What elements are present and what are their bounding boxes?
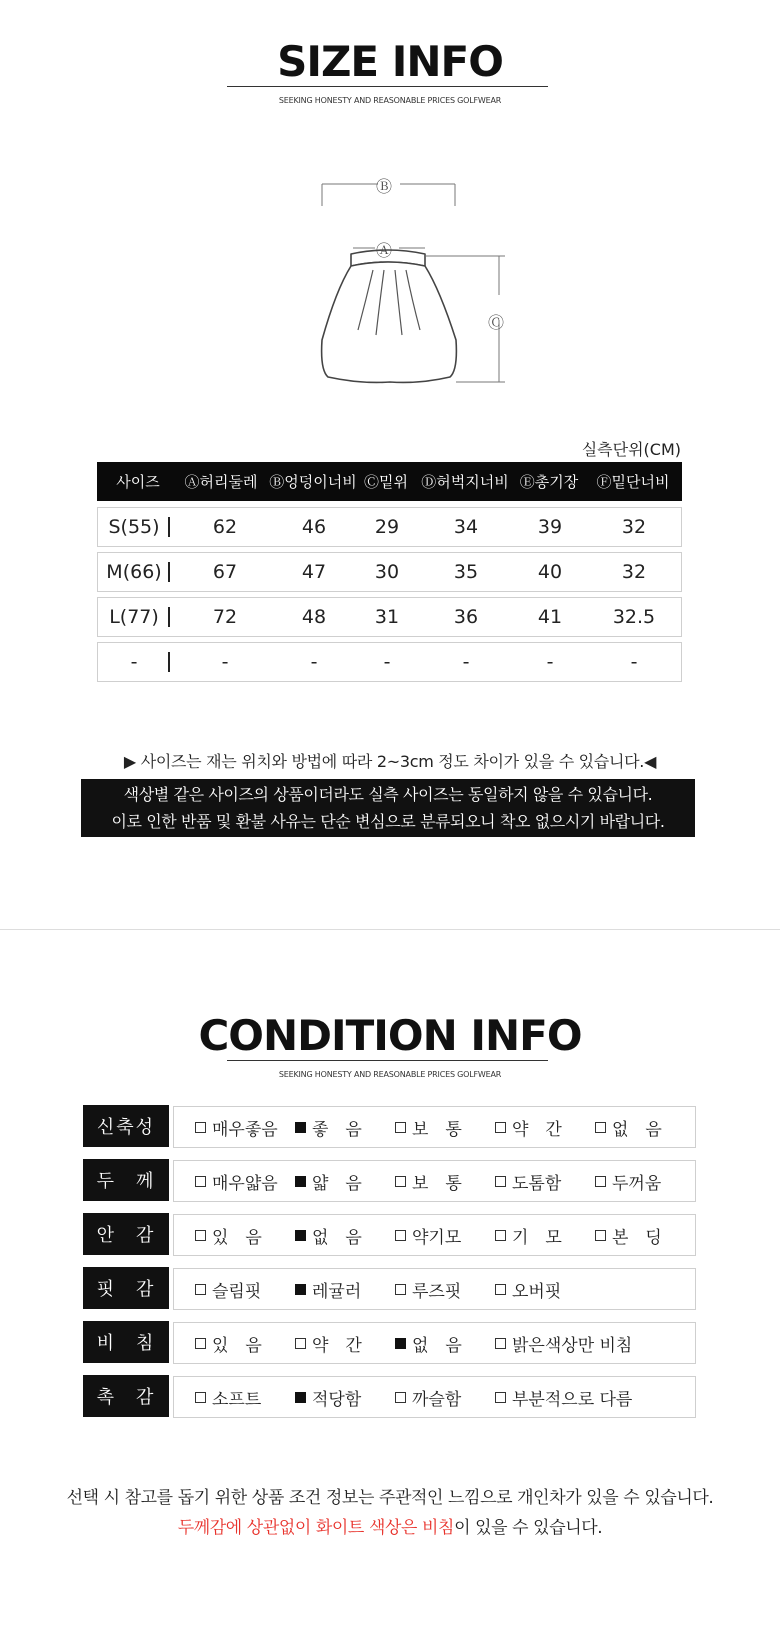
condition-option[interactable] [395,1215,461,1255]
condition-option[interactable] [495,1323,632,1363]
checkbox-icon[interactable] [195,1176,206,1187]
condition-info-subtitle: SEEKING HONESTY AND REASONABLE PRICES GOLFWEAR [278,1070,502,1079]
condition-options [173,1268,696,1310]
divider [168,517,170,537]
condition-options [173,1376,696,1418]
condition-option[interactable] [495,1161,561,1201]
condition-option[interactable] [195,1377,261,1417]
option-label: 레귤러 [312,1281,362,1302]
checked-checkbox-icon[interactable] [295,1122,306,1133]
checkbox-icon[interactable] [495,1284,506,1295]
checkbox-icon[interactable] [295,1338,306,1349]
diagram-label-c: Ⓒ [488,313,505,332]
value-cell: - [630,651,638,673]
condition-option[interactable] [395,1323,462,1363]
notice-line-2: 이로 인한 반품 및 환불 사유는 단순 변심으로 분류되오니 착오 없으시기 바랍니다. [111,812,665,831]
option-label: 밝은색상만 비침 [512,1335,633,1356]
condition-option[interactable] [495,1107,562,1147]
option-label: 슬림핏 [212,1281,262,1302]
option-label: 기 모 [512,1227,562,1248]
checkbox-icon[interactable] [595,1122,606,1133]
condition-option[interactable] [195,1215,262,1255]
size-cell: L(77) [109,606,159,628]
option-label: 두꺼움 [612,1173,662,1194]
header-rise: Ⓒ밑위 [364,473,408,491]
condition-label: 두 께 [83,1159,169,1201]
table-row [97,552,682,592]
checkbox-icon[interactable] [195,1230,206,1241]
title-underline [227,1060,548,1061]
condition-option[interactable] [295,1161,362,1201]
checkbox-icon[interactable] [195,1392,206,1403]
condition-footnote: 선택 시 참고를 돕기 위한 상품 조건 정보는 주관적인 느낌으로 개인차가 있을 수 있습니다. [66,1488,714,1508]
divider [168,652,170,672]
checked-checkbox-icon[interactable] [395,1338,406,1349]
value-cell: 32 [621,561,647,583]
condition-options [173,1160,696,1202]
value-cell: 40 [537,561,563,583]
measurement-note: ▶ 사이즈는 재는 위치와 방법에 따라 2~3cm 정도 차이가 있을 수 있습니다.◀ [123,752,657,771]
value-cell: - [462,651,470,673]
size-cell: - [130,651,138,673]
condition-label: 촉 감 [83,1375,169,1417]
value-cell: 47 [301,561,327,583]
condition-options [173,1214,696,1256]
value-cell: 32 [621,516,647,538]
value-cell: 41 [537,606,563,628]
option-label: 소프트 [212,1389,262,1410]
condition-option[interactable] [195,1323,262,1363]
condition-option[interactable] [295,1107,362,1147]
value-cell: 34 [453,516,479,538]
header-hip: Ⓑ엉덩이너비 [269,473,357,491]
condition-option[interactable] [495,1215,562,1255]
option-label: 오버핏 [512,1281,562,1302]
option-label: 매우얇음 [212,1173,278,1194]
option-label: 있 음 [212,1335,262,1356]
value-cell: 29 [374,516,400,538]
option-label: 루즈핏 [412,1281,462,1302]
checkbox-icon[interactable] [495,1392,506,1403]
condition-option[interactable] [295,1323,362,1363]
option-label: 까슬함 [412,1389,462,1410]
header-length: Ⓔ총기장 [519,473,579,491]
value-cell: 62 [212,516,238,538]
value-cell: - [221,651,229,673]
notice-box [81,779,695,837]
option-label: 도톰함 [512,1173,562,1194]
checkbox-icon[interactable] [395,1284,406,1295]
checkbox-icon[interactable] [495,1176,506,1187]
option-label: 얇 음 [312,1173,362,1194]
condition-option[interactable] [395,1107,462,1147]
condition-option[interactable] [595,1215,662,1255]
section-divider [0,929,780,930]
value-cell: 72 [212,606,238,628]
checkbox-icon[interactable] [195,1338,206,1349]
size-cell: M(66) [106,561,162,583]
checkbox-icon[interactable] [595,1230,606,1241]
value-cell: - [546,651,554,673]
condition-option[interactable] [595,1107,662,1147]
option-label: 약 간 [512,1119,562,1140]
header-hem: Ⓕ밑단너비 [596,473,670,491]
option-label: 본 딩 [612,1227,662,1248]
divider [168,562,170,582]
checkbox-icon[interactable] [595,1176,606,1187]
checkbox-icon[interactable] [395,1392,406,1403]
option-label: 보 통 [412,1173,462,1194]
value-cell: 31 [374,606,400,628]
value-cell: 36 [453,606,479,628]
value-cell: - [310,651,318,673]
diagram-label-a: Ⓐ [376,241,393,260]
option-label: 없 음 [412,1335,462,1356]
header-waist: Ⓐ허리둘레 [184,473,258,491]
checkbox-icon[interactable] [495,1122,506,1133]
condition-option[interactable] [295,1215,362,1255]
notice-line-1: 색상별 같은 사이즈의 상품이더라도 실측 사이즈는 동일하지 않을 수 있습니다. [123,785,653,804]
condition-label: 핏 감 [83,1267,169,1309]
condition-option[interactable] [295,1269,361,1309]
checkbox-icon[interactable] [395,1176,406,1187]
checkbox-icon[interactable] [395,1230,406,1241]
unit-label: 실측단위(CM) [581,440,681,459]
checkbox-icon[interactable] [495,1230,506,1241]
condition-footnote-2 [0,1513,780,1538]
footnote-warning: 두께감에 상관없이 화이트 색상은 비침 [177,1518,455,1538]
checkbox-icon[interactable] [195,1122,206,1133]
checkbox-icon[interactable] [395,1122,406,1133]
option-label: 없 음 [612,1119,662,1140]
value-cell: 32.5 [612,606,656,628]
header-size: 사이즈 [116,473,160,491]
condition-option[interactable] [195,1269,261,1309]
skirt-diagram [300,170,520,390]
option-label: 좋 음 [312,1119,362,1140]
option-label: 없 음 [312,1227,362,1248]
option-label: 보 통 [412,1119,462,1140]
option-label: 있 음 [212,1227,262,1248]
checked-checkbox-icon[interactable] [295,1176,306,1187]
checked-checkbox-icon[interactable] [295,1230,306,1241]
condition-option[interactable] [495,1269,561,1309]
condition-option[interactable] [395,1377,461,1417]
condition-label: 안 감 [83,1213,169,1255]
condition-option[interactable] [395,1269,461,1309]
value-cell: 46 [301,516,327,538]
checked-checkbox-icon[interactable] [295,1392,306,1403]
condition-option[interactable] [195,1161,278,1201]
footnote-rest: 이 있을 수 있습니다. [454,1518,603,1538]
checkbox-icon[interactable] [195,1284,206,1295]
size-info-title: SIZE INFO [277,37,503,86]
condition-option[interactable] [595,1161,661,1201]
condition-label: 비 침 [83,1321,169,1363]
option-label: 약 간 [312,1335,362,1356]
condition-options [173,1322,696,1364]
value-cell: 39 [537,516,563,538]
value-cell: 35 [453,561,479,583]
table-row [97,597,682,637]
condition-option[interactable] [195,1107,278,1147]
option-label: 매우좋음 [212,1119,278,1140]
value-cell: 30 [374,561,400,583]
option-label: 약기모 [412,1227,462,1248]
checked-checkbox-icon[interactable] [295,1284,306,1295]
diagram-label-b: Ⓑ [376,177,393,196]
condition-options [173,1106,696,1148]
option-label: 부분적으로 다름 [512,1389,633,1410]
table-row [97,642,682,682]
option-label: 적당함 [312,1389,362,1410]
size-cell: S(55) [108,516,160,538]
value-cell: - [383,651,391,673]
condition-label: 신축성 [83,1105,169,1147]
title-underline [227,86,548,87]
size-table-header [97,462,682,501]
value-cell: 48 [301,606,327,628]
condition-option[interactable] [495,1377,632,1417]
table-row [97,507,682,547]
checkbox-icon[interactable] [495,1338,506,1349]
size-info-subtitle: SEEKING HONESTY AND REASONABLE PRICES GOLFWEAR [278,96,502,105]
divider [168,607,170,627]
condition-option[interactable] [295,1377,361,1417]
header-thigh: Ⓓ허벅지너비 [421,473,509,491]
value-cell: 67 [212,561,238,583]
condition-option[interactable] [395,1161,462,1201]
condition-info-title: CONDITION INFO [198,1011,582,1060]
